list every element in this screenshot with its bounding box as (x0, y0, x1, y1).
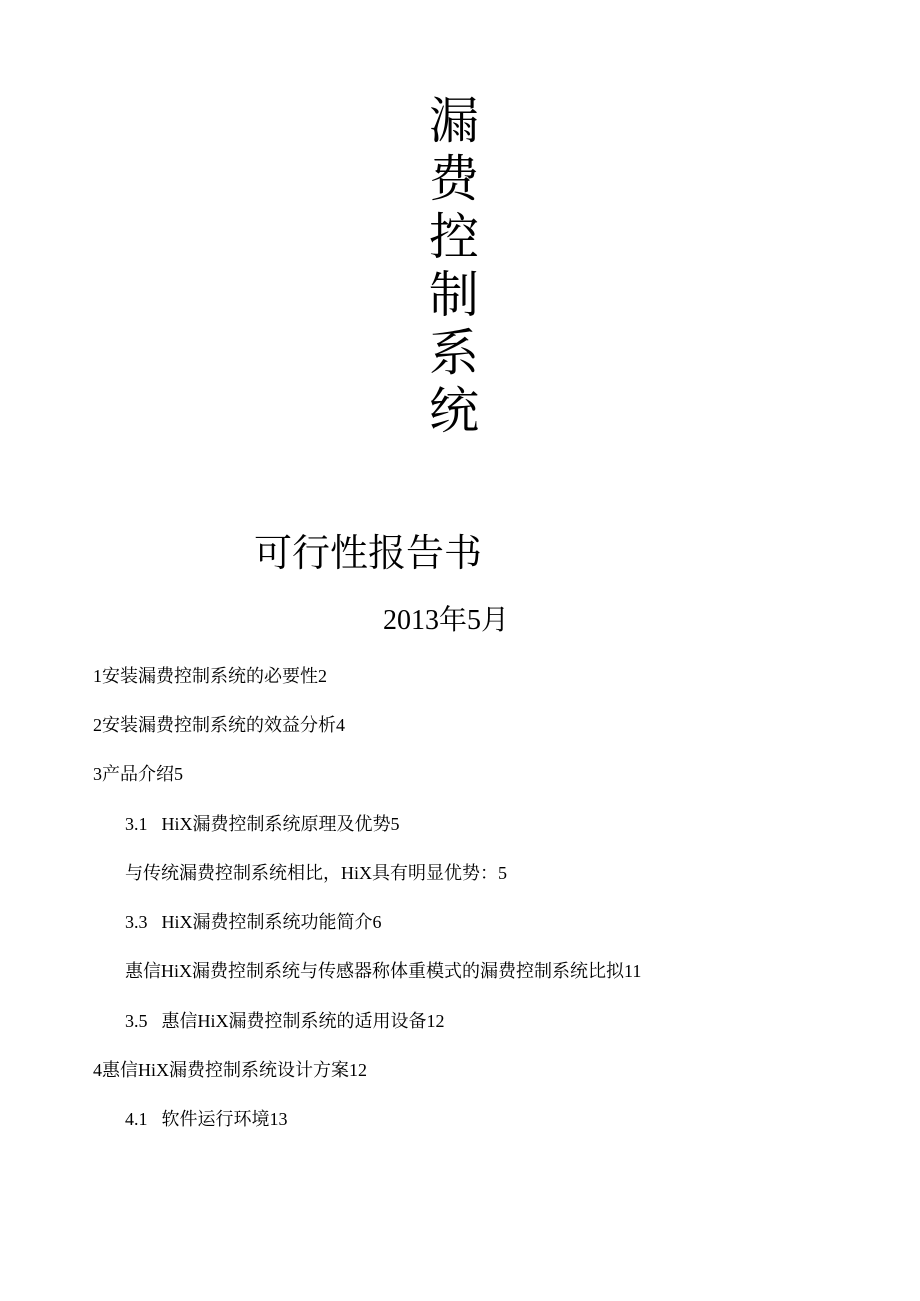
toc-entry-page: 11 (624, 961, 642, 981)
toc-entry-page: 6 (372, 912, 382, 932)
toc-entry-page: 5 (174, 764, 183, 784)
toc-entry-number: 3.5 (125, 1011, 148, 1031)
toc-entry[interactable] (93, 754, 183, 794)
toc-entry-text: 惠信HiX漏费控制系统设计方案 (102, 1060, 349, 1080)
toc-entry[interactable] (93, 1050, 367, 1090)
toc-entry-number: 1 (93, 666, 102, 686)
toc-entry-text: HiX漏费控制系统功能简介 (161, 912, 373, 932)
toc-entry-number: 4 (93, 1060, 102, 1080)
toc-entry-page: 12 (426, 1011, 445, 1031)
toc-entry-text: 惠信HiX漏费控制系统的适用设备 (161, 1011, 427, 1031)
toc-entry-page: 2 (318, 666, 327, 686)
toc-entry[interactable] (93, 705, 345, 745)
toc-entry-text: 软件运行环境 (161, 1109, 270, 1129)
title-char: 系 (429, 324, 479, 382)
toc-entry[interactable] (125, 951, 641, 991)
toc-entry-number: 4.1 (125, 1109, 148, 1129)
toc-entry[interactable] (125, 1099, 288, 1139)
toc-entry[interactable] (125, 1001, 445, 1041)
toc-entry-number: 3.1 (125, 814, 148, 834)
document-subtitle: 可行性报告书 (254, 531, 483, 575)
toc-entry-page: 5 (498, 863, 507, 883)
toc-entry-number: 2 (93, 715, 102, 735)
toc-entry-page: 13 (269, 1109, 288, 1129)
toc-entry-text: HiX漏费控制系统原理及优势 (161, 814, 391, 834)
toc-entry[interactable] (125, 853, 507, 893)
toc-entry[interactable] (125, 804, 400, 844)
toc-entry[interactable] (93, 656, 327, 696)
toc-entry-text: 惠信HiX漏费控制系统与传感器称体重模式的漏费控制系统比拟 (125, 961, 624, 981)
toc-entry-number: 3 (93, 764, 102, 784)
document-date: 2013年5月 (383, 605, 510, 636)
toc-entry-text: 安装漏费控制系统的必要性 (102, 666, 318, 686)
title-char: 控 (429, 208, 479, 266)
toc-entry-number: 3.3 (125, 912, 148, 932)
toc-entry-page: 5 (390, 814, 400, 834)
toc-entry-text: 与传统漏费控制系统相比，HiX具有明显优势： (125, 863, 498, 883)
toc-entry-text: 安装漏费控制系统的效益分析 (102, 715, 336, 735)
toc-entry-text: 产品介绍 (102, 764, 174, 784)
title-char: 统 (429, 382, 479, 440)
document-title (424, 92, 484, 440)
title-char: 漏 (429, 92, 479, 150)
toc-entry-page: 12 (349, 1060, 367, 1080)
toc-entry[interactable] (125, 902, 382, 942)
title-char: 制 (429, 266, 479, 324)
title-char: 费 (429, 150, 479, 208)
toc-entry-page: 4 (336, 715, 345, 735)
